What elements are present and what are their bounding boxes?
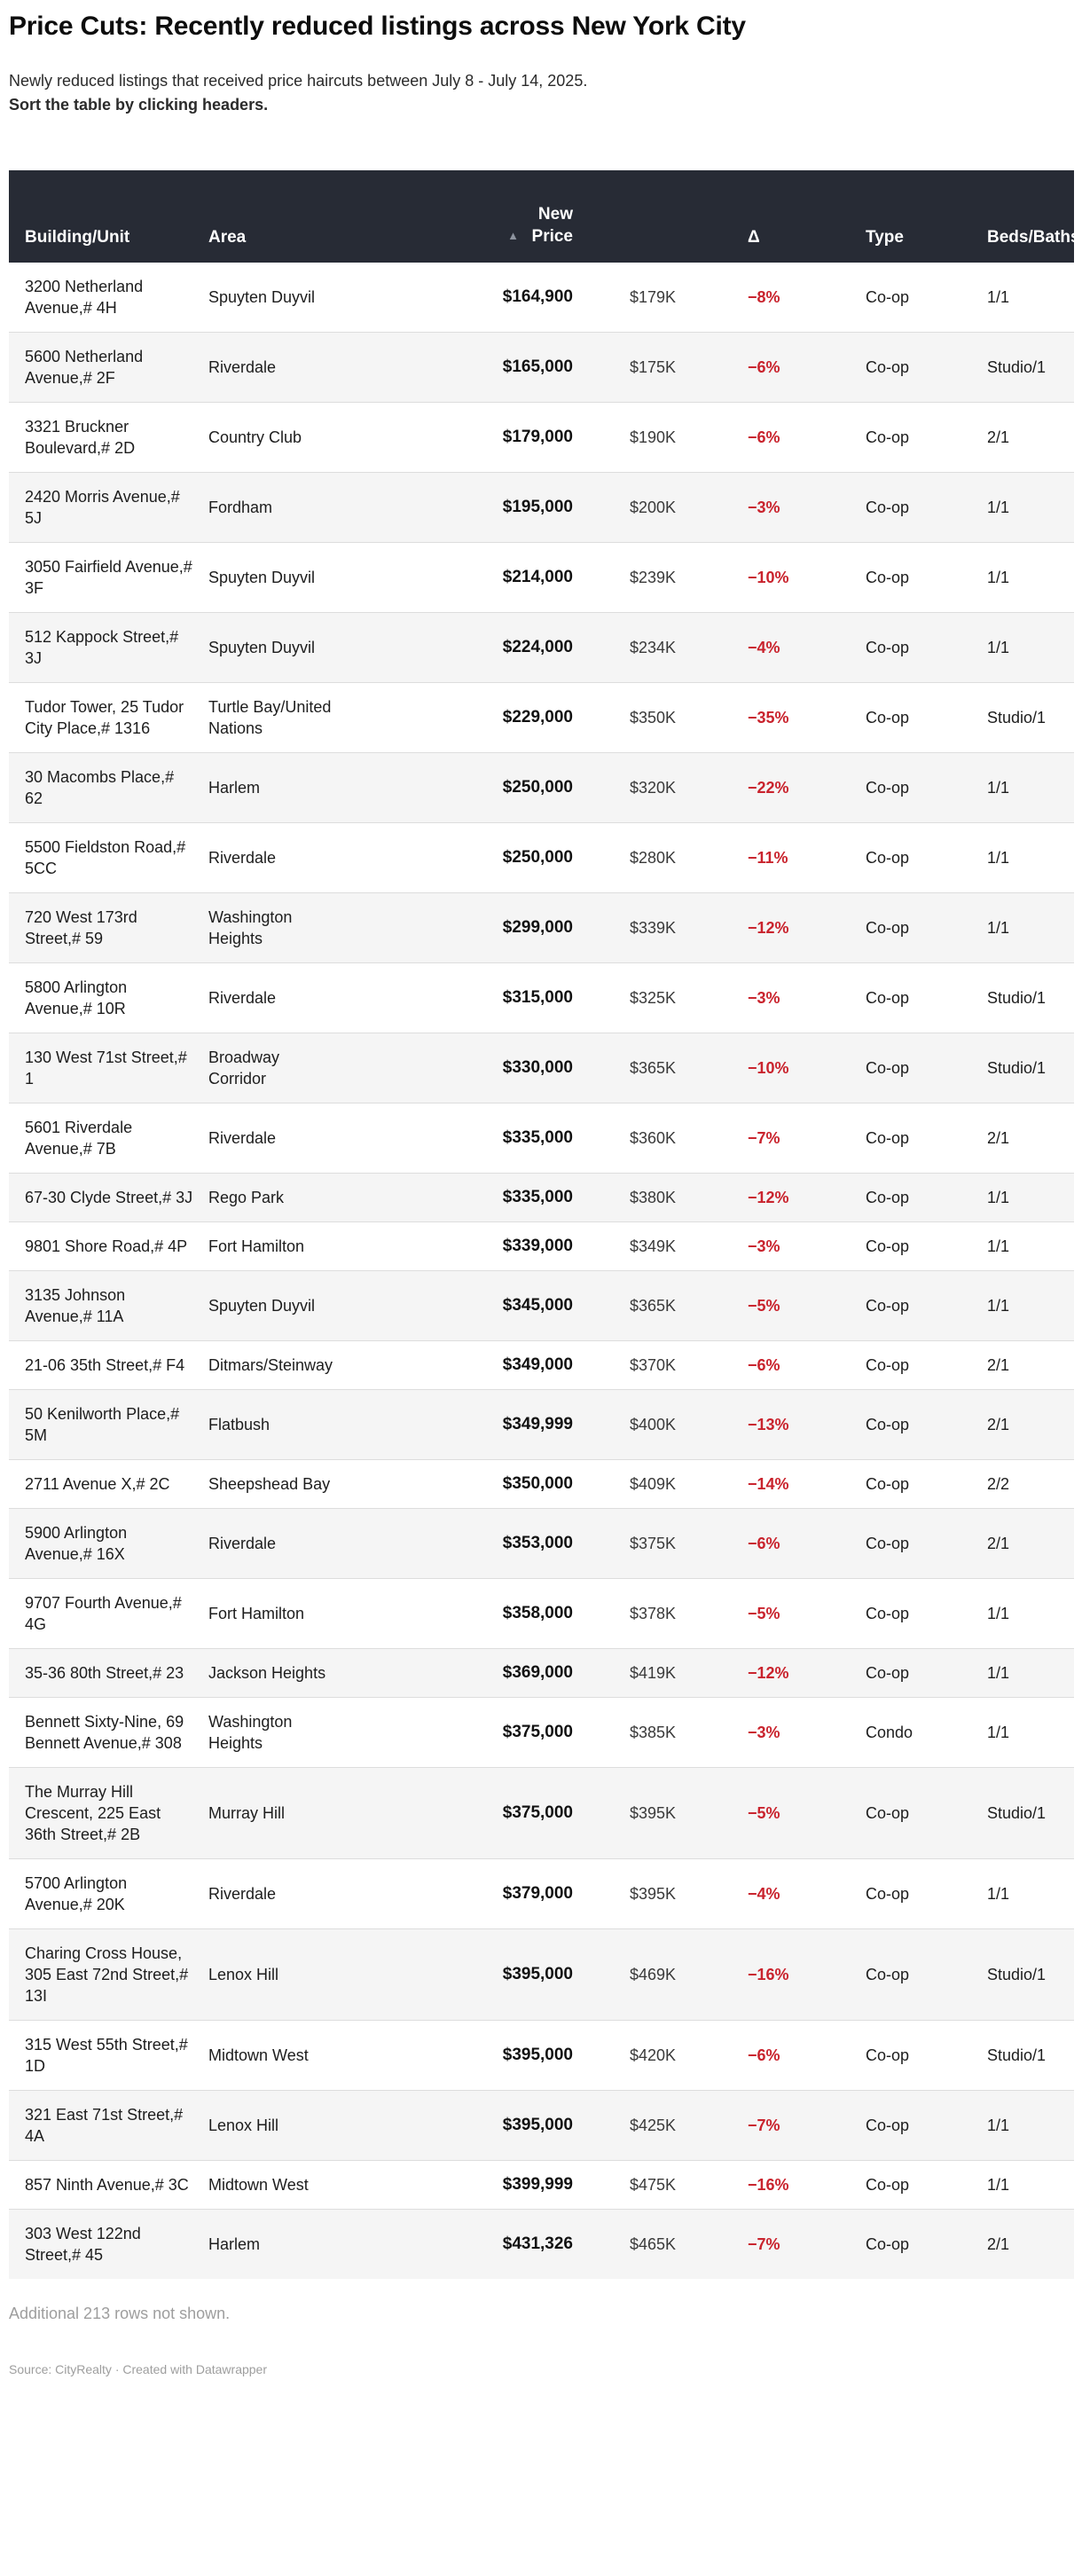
cell-beds-baths: 1/1 — [987, 1724, 1010, 1741]
cell-new-price: $299,000 — [502, 918, 573, 937]
cell-delta: −7% — [748, 2235, 780, 2253]
cell-building: 50 Kenilworth Place,# 5M — [25, 1405, 180, 1444]
table-row — [9, 752, 1074, 822]
cell-building: 5500 Fieldston Road,# 5CC — [25, 838, 186, 877]
cell-old-price: $365K — [630, 1059, 677, 1077]
cell-type: Co-op — [866, 1804, 910, 1822]
cell-area: Sheepshead Bay — [208, 1475, 331, 1493]
cell-building: 512 Kappock Street,# 3J — [25, 628, 179, 667]
cell-area: Murray Hill — [208, 1804, 286, 1822]
cell-delta: −10% — [748, 569, 789, 586]
table-row — [9, 1508, 1074, 1578]
cell-type: Co-op — [866, 639, 910, 656]
cell-beds-baths: 2/1 — [987, 1416, 1010, 1433]
cell-type: Co-op — [866, 358, 910, 376]
table-row — [9, 1767, 1074, 1858]
cell-new-price: $395,000 — [502, 1965, 573, 1983]
cell-building: Bennett Sixty-Nine, 69 Bennett Avenue,# 308 — [25, 1713, 184, 1752]
cell-type: Co-op — [866, 919, 910, 937]
cell-building: 5700 Arlington Avenue,# 20K — [25, 1874, 128, 1913]
table-row — [9, 402, 1074, 472]
cell-new-price: $164,900 — [502, 287, 573, 306]
cell-beds-baths: 1/1 — [987, 2117, 1010, 2134]
table-row — [9, 1928, 1074, 2020]
cell-type: Co-op — [866, 1885, 910, 1903]
cell-area: Washington Heights — [208, 908, 293, 947]
table-row — [9, 1459, 1074, 1508]
cell-building: 130 West 71st Street,# 1 — [25, 1048, 187, 1088]
cell-new-price: $353,000 — [502, 1534, 573, 1552]
sort-ascending-icon: ▲ — [507, 229, 519, 242]
cell-area: Ditmars/Steinway — [208, 1356, 333, 1374]
cell-beds-baths: Studio/1 — [987, 989, 1047, 1007]
cell-type: Co-op — [866, 428, 910, 446]
cell-old-price: $395K — [630, 1804, 677, 1822]
column-header-area[interactable]: Area — [208, 228, 247, 247]
cell-area: Country Club — [208, 428, 302, 446]
price-cuts-table — [9, 170, 1080, 2279]
cell-new-price: $335,000 — [502, 1128, 573, 1147]
cell-building: The Murray Hill Crescent, 225 East 36th Street,# 2B — [25, 1783, 161, 1843]
column-header-beds-baths-label: Beds/Baths — [987, 228, 1080, 247]
cell-new-price: $315,000 — [502, 988, 573, 1007]
cell-type: Co-op — [866, 1297, 910, 1315]
table-row — [9, 263, 1074, 332]
cell-new-price: $250,000 — [502, 848, 573, 867]
cell-beds-baths: 1/1 — [987, 1189, 1010, 1206]
cell-building: 857 Ninth Avenue,# 3C — [25, 2176, 189, 2194]
cell-type: Condo — [866, 1724, 913, 1741]
cell-delta: −11% — [748, 849, 788, 867]
cell-type: Co-op — [866, 2046, 910, 2064]
cell-old-price: $420K — [630, 2046, 677, 2064]
cell-beds-baths: 2/1 — [987, 1535, 1010, 1552]
cell-new-price: $375,000 — [502, 1723, 573, 1741]
table-row — [9, 2160, 1074, 2209]
cell-beds-baths: 1/1 — [987, 919, 1010, 937]
cell-old-price: $190K — [630, 428, 677, 446]
cell-area: Riverdale — [208, 1535, 277, 1552]
cell-delta: −6% — [748, 428, 780, 446]
cell-old-price: $360K — [630, 1129, 677, 1147]
cell-new-price: $214,000 — [502, 568, 573, 586]
cell-new-price: $350,000 — [502, 1474, 573, 1493]
cell-type: Co-op — [866, 1664, 910, 1682]
cell-delta: −12% — [748, 919, 789, 937]
cell-new-price: $395,000 — [502, 2116, 573, 2134]
cell-delta: −12% — [748, 1189, 789, 1206]
cell-type: Co-op — [866, 1189, 910, 1206]
table-row — [9, 682, 1074, 752]
cell-area: Fort Hamilton — [208, 1237, 305, 1255]
cell-new-price: $195,000 — [502, 498, 573, 516]
cell-type: Co-op — [866, 1475, 910, 1493]
cell-area: Lenox Hill — [208, 2117, 279, 2134]
cell-beds-baths: Studio/1 — [987, 1059, 1047, 1077]
cell-beds-baths: 1/1 — [987, 1297, 1010, 1315]
cell-new-price: $229,000 — [502, 708, 573, 726]
cell-building: 5600 Netherland Avenue,# 2F — [25, 348, 144, 387]
cell-delta: −8% — [748, 288, 780, 306]
column-header-type[interactable]: Type — [866, 228, 904, 247]
cell-new-price: $349,000 — [502, 1355, 573, 1374]
cell-old-price: $325K — [630, 989, 677, 1007]
cell-building: 35-36 80th Street,# 23 — [25, 1664, 184, 1682]
cell-type: Co-op — [866, 569, 910, 586]
cell-delta: −4% — [748, 639, 780, 656]
cell-type: Co-op — [866, 989, 910, 1007]
page-title: Price Cuts: Recently reduced listings across New York City — [9, 12, 746, 41]
column-header-delta[interactable]: Δ — [748, 228, 760, 247]
cell-old-price: $378K — [630, 1605, 677, 1622]
cell-old-price: $200K — [630, 499, 677, 516]
cell-area: Flatbush — [208, 1416, 270, 1433]
cell-new-price: $379,000 — [502, 1884, 573, 1903]
cell-old-price: $179K — [630, 288, 677, 306]
source-attribution: Source: CityRealty · Created with Datawrapper — [9, 2362, 268, 2376]
cell-old-price: $475K — [630, 2176, 677, 2194]
cell-delta: −5% — [748, 1804, 780, 1822]
cell-delta: −5% — [748, 1605, 780, 1622]
cell-delta: −4% — [748, 1885, 780, 1903]
table-body — [9, 263, 1074, 2279]
cell-old-price: $400K — [630, 1416, 677, 1433]
cell-type: Co-op — [866, 1966, 910, 1983]
cell-delta: −7% — [748, 2117, 780, 2134]
cell-area: Broadway Corridor — [208, 1048, 280, 1088]
cell-building: 5601 Riverdale Avenue,# 7B — [25, 1119, 133, 1158]
cell-delta: −13% — [748, 1416, 789, 1433]
cell-new-price: $369,000 — [502, 1663, 573, 1682]
cell-type: Co-op — [866, 2117, 910, 2134]
cell-new-price: $399,999 — [502, 2175, 573, 2194]
table-row — [9, 542, 1074, 612]
cell-beds-baths: 1/1 — [987, 288, 1010, 306]
cell-new-price: $165,000 — [502, 357, 573, 376]
cell-delta: −5% — [748, 1297, 780, 1315]
cell-type: Co-op — [866, 1059, 910, 1077]
cell-type: Co-op — [866, 2176, 910, 2194]
table-row — [9, 962, 1074, 1033]
cell-old-price: $375K — [630, 1535, 677, 1552]
cell-area: Spuyten Duyvil — [208, 639, 316, 656]
cell-building: 5800 Arlington Avenue,# 10R — [25, 978, 128, 1017]
page-head — [0, 9, 1082, 117]
cell-area: Spuyten Duyvil — [208, 288, 316, 306]
table-row — [9, 612, 1074, 682]
table-row — [9, 1270, 1074, 1340]
cell-type: Co-op — [866, 849, 910, 867]
cell-beds-baths: 1/1 — [987, 779, 1010, 797]
cell-type: Co-op — [866, 1356, 910, 1374]
cell-new-price: $330,000 — [502, 1058, 573, 1077]
cell-delta: −22% — [748, 779, 789, 797]
cell-building: Tudor Tower, 25 Tudor City Place,# 1316 — [25, 698, 184, 737]
table-row — [9, 1221, 1074, 1270]
cell-beds-baths: Studio/1 — [987, 709, 1047, 726]
cell-delta: −10% — [748, 1059, 789, 1077]
cell-area: Riverdale — [208, 1129, 277, 1147]
table-row — [9, 1033, 1074, 1103]
column-header-new-price[interactable] — [381, 203, 573, 248]
cell-delta: −6% — [748, 1356, 780, 1374]
cell-building: 321 East 71st Street,# 4A — [25, 2106, 184, 2145]
cell-building: 3050 Fairfield Avenue,# 3F — [25, 558, 192, 597]
cell-old-price: $370K — [630, 1356, 677, 1374]
cell-old-price: $409K — [630, 1475, 677, 1493]
cell-type: Co-op — [866, 1237, 910, 1255]
cell-old-price: $380K — [630, 1189, 677, 1206]
cell-type: Co-op — [866, 779, 910, 797]
cell-delta: −6% — [748, 2046, 780, 2064]
cell-building: 21-06 35th Street,# F4 — [25, 1356, 185, 1374]
cell-old-price: $365K — [630, 1297, 677, 1315]
cell-old-price: $239K — [630, 569, 677, 586]
cell-building: 720 West 173rd Street,# 59 — [25, 908, 137, 947]
cell-area: Rego Park — [208, 1189, 285, 1206]
table-row — [9, 1697, 1074, 1767]
cell-area: Turtle Bay/United Nations — [208, 698, 332, 737]
cell-beds-baths: 1/1 — [987, 1664, 1010, 1682]
cell-area: Spuyten Duyvil — [208, 569, 316, 586]
cell-beds-baths: 1/1 — [987, 1237, 1010, 1255]
cell-area: Riverdale — [208, 849, 277, 867]
cell-area: Harlem — [208, 779, 261, 797]
table-header-row — [9, 170, 1080, 263]
cell-delta: −3% — [748, 1237, 780, 1255]
cell-delta: −16% — [748, 1966, 789, 1983]
cell-new-price: $339,000 — [502, 1237, 573, 1255]
cell-new-price: $179,000 — [502, 428, 573, 446]
cell-area: Riverdale — [208, 989, 277, 1007]
cell-area: Fordham — [208, 499, 273, 516]
cell-old-price: $385K — [630, 1724, 677, 1741]
cell-building: 30 Macombs Place,# 62 — [25, 768, 175, 807]
table-row — [9, 1340, 1074, 1389]
column-header-new-price-label: New Price — [531, 205, 573, 246]
cell-beds-baths: 1/1 — [987, 639, 1010, 656]
cell-beds-baths: 1/1 — [987, 569, 1010, 586]
table-row — [9, 822, 1074, 892]
cell-delta: −6% — [748, 1535, 780, 1552]
cell-old-price: $349K — [630, 1237, 677, 1255]
cell-beds-baths: 2/1 — [987, 1129, 1010, 1147]
cell-new-price: $224,000 — [502, 638, 573, 656]
cell-type: Co-op — [866, 499, 910, 516]
cell-beds-baths: 1/1 — [987, 499, 1010, 516]
cell-old-price: $339K — [630, 919, 677, 937]
table-row — [9, 472, 1074, 542]
cell-beds-baths: Studio/1 — [987, 1966, 1047, 1983]
cell-building: 315 West 55th Street,# 1D — [25, 2036, 188, 2075]
cell-area: Jackson Heights — [208, 1664, 326, 1682]
table-row — [9, 1648, 1074, 1697]
page-subtitle: Newly reduced listings that received price haircuts between July 8 - July 14, 2025. — [9, 72, 588, 90]
table-row — [9, 1858, 1074, 1928]
table-row — [9, 1103, 1074, 1173]
cell-beds-baths: 2/1 — [987, 2235, 1010, 2253]
table-row — [9, 332, 1074, 402]
table-row — [9, 1578, 1074, 1648]
cell-building: 67-30 Clyde Street,# 3J — [25, 1189, 193, 1206]
cell-type: Co-op — [866, 288, 910, 306]
table-row — [9, 1173, 1074, 1221]
cell-old-price: $419K — [630, 1664, 677, 1682]
cell-building: 9801 Shore Road,# 4P — [25, 1237, 188, 1255]
cell-beds-baths: 2/1 — [987, 428, 1010, 446]
cell-old-price: $425K — [630, 2117, 677, 2134]
cell-new-price: $375,000 — [502, 1803, 573, 1822]
cell-building: 5900 Arlington Avenue,# 16X — [25, 1524, 128, 1563]
cell-beds-baths: 2/2 — [987, 1475, 1010, 1493]
cell-type: Co-op — [866, 1535, 910, 1552]
cell-old-price: $395K — [630, 1885, 677, 1903]
table-row — [9, 2209, 1074, 2279]
cell-area: Washington Heights — [208, 1713, 293, 1752]
cell-beds-baths: 2/1 — [987, 1356, 1010, 1374]
cell-old-price: $465K — [630, 2235, 677, 2253]
cell-type: Co-op — [866, 1605, 910, 1622]
cell-delta: −3% — [748, 1724, 780, 1741]
cell-building: 303 West 122nd Street,# 45 — [25, 2225, 141, 2264]
cell-beds-baths: 1/1 — [987, 1885, 1010, 1903]
cell-area: Midtown West — [208, 2046, 309, 2064]
cell-beds-baths: Studio/1 — [987, 358, 1047, 376]
cell-area: Riverdale — [208, 358, 277, 376]
cell-building: 3321 Bruckner Boulevard,# 2D — [25, 418, 136, 457]
cell-beds-baths: Studio/1 — [987, 2046, 1047, 2064]
cell-beds-baths: Studio/1 — [987, 1804, 1047, 1822]
cell-delta: −35% — [748, 709, 789, 726]
cell-new-price: $250,000 — [502, 778, 573, 797]
cell-delta: −7% — [748, 1129, 780, 1147]
cell-new-price: $358,000 — [502, 1604, 573, 1622]
cell-beds-baths: 1/1 — [987, 849, 1010, 867]
sort-instruction: Sort the table by clicking headers. — [9, 96, 269, 114]
column-header-building-unit[interactable]: Building/Unit — [25, 228, 130, 247]
cell-area: Harlem — [208, 2235, 261, 2253]
table-row — [9, 2020, 1074, 2090]
cell-area: Spuyten Duyvil — [208, 1297, 316, 1315]
cell-building: 2420 Morris Avenue,# 5J — [25, 488, 180, 527]
cell-area: Midtown West — [208, 2176, 309, 2194]
cell-old-price: $280K — [630, 849, 677, 867]
cell-delta: −12% — [748, 1664, 789, 1682]
cell-delta: −14% — [748, 1475, 789, 1493]
cell-beds-baths: 1/1 — [987, 2176, 1010, 2194]
cell-new-price: $349,999 — [502, 1415, 573, 1433]
column-header-beds-baths[interactable] — [987, 226, 1080, 248]
table-row — [9, 2090, 1074, 2160]
cell-old-price: $350K — [630, 709, 677, 726]
cell-delta: −6% — [748, 358, 780, 376]
cell-new-price: $431,326 — [502, 2234, 573, 2253]
cell-new-price: $335,000 — [502, 1188, 573, 1206]
cell-type: Co-op — [866, 1416, 910, 1433]
cell-delta: −3% — [748, 989, 780, 1007]
cell-building: Charing Cross House, 305 East 72nd Street,# 13I — [25, 1944, 189, 2005]
cell-type: Co-op — [866, 709, 910, 726]
cell-area: Riverdale — [208, 1885, 277, 1903]
cell-building: 3135 Johnson Avenue,# 11A — [25, 1286, 126, 1325]
cell-old-price: $320K — [630, 779, 677, 797]
cell-old-price: $175K — [630, 358, 677, 376]
table-row — [9, 892, 1074, 962]
cell-building: 9707 Fourth Avenue,# 4G — [25, 1594, 182, 1633]
cell-old-price: $469K — [630, 1966, 677, 1983]
cell-type: Co-op — [866, 1129, 910, 1147]
cell-delta: −16% — [748, 2176, 789, 2194]
cell-building: 3200 Netherland Avenue,# 4H — [25, 278, 144, 317]
cell-delta: −3% — [748, 499, 780, 516]
cell-new-price: $395,000 — [502, 2046, 573, 2064]
cell-beds-baths: 1/1 — [987, 1605, 1010, 1622]
rows-not-shown-note: Additional 213 rows not shown. — [9, 2305, 231, 2322]
cell-type: Co-op — [866, 2235, 910, 2253]
cell-area: Lenox Hill — [208, 1966, 279, 1983]
cell-area: Fort Hamilton — [208, 1605, 305, 1622]
cell-new-price: $345,000 — [502, 1296, 573, 1315]
cell-old-price: $234K — [630, 639, 677, 656]
cell-building: 2711 Avenue X,# 2C — [25, 1475, 170, 1493]
table-row — [9, 1389, 1074, 1459]
